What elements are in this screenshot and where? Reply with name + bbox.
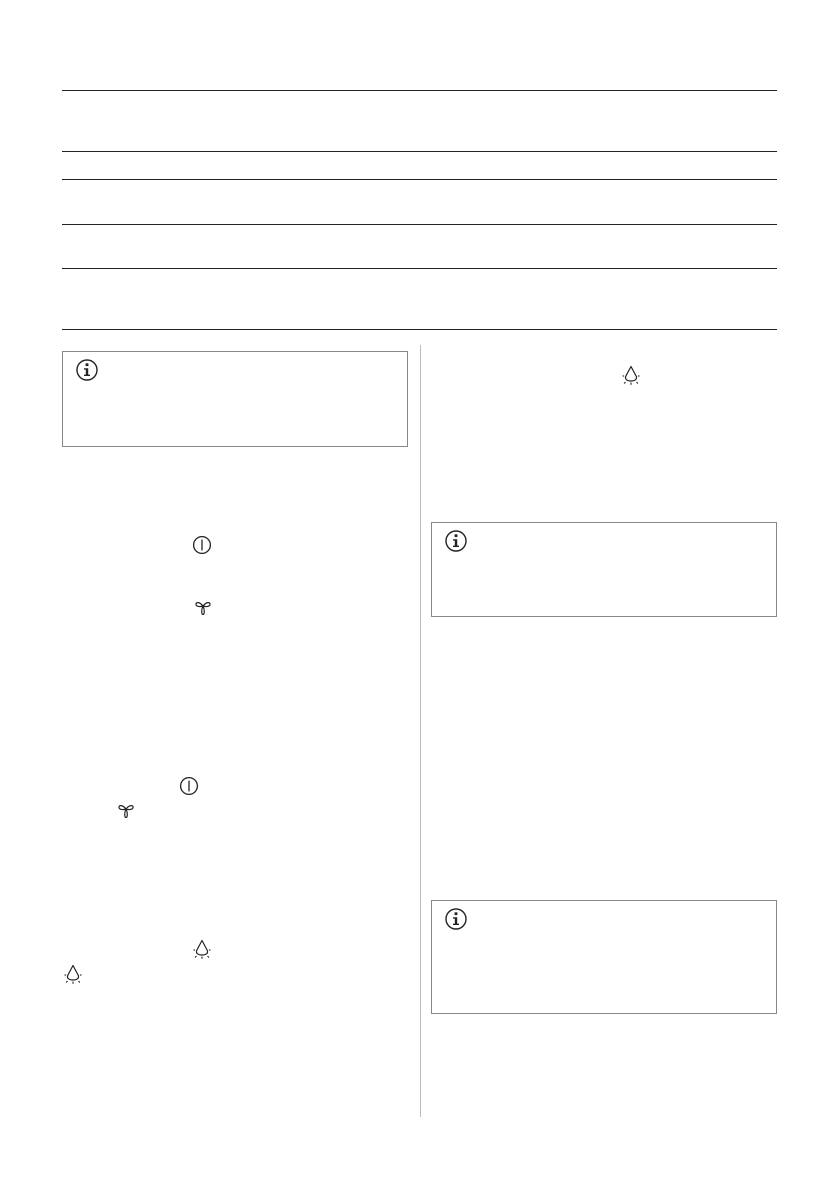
column-divider <box>420 345 421 1117</box>
info-icon <box>75 358 99 382</box>
table-rule-1 <box>62 151 777 152</box>
table-rule-2 <box>62 179 777 180</box>
fan-icon <box>116 800 136 820</box>
power-icon <box>192 535 212 555</box>
info-icon <box>444 529 468 553</box>
fan-icon <box>193 597 213 617</box>
table-rule-bottom <box>62 329 777 330</box>
light-bulb-icon <box>62 963 84 985</box>
light-bulb-icon <box>620 364 642 386</box>
info-note-box <box>62 351 408 447</box>
light-bulb-icon <box>191 938 213 960</box>
info-note-box <box>431 522 777 617</box>
table-rule-3 <box>62 224 777 225</box>
table-rule-top <box>62 90 777 91</box>
info-icon <box>444 907 468 931</box>
info-note-box <box>431 900 777 1014</box>
table-rule-4 <box>62 268 777 269</box>
power-icon <box>179 776 199 796</box>
